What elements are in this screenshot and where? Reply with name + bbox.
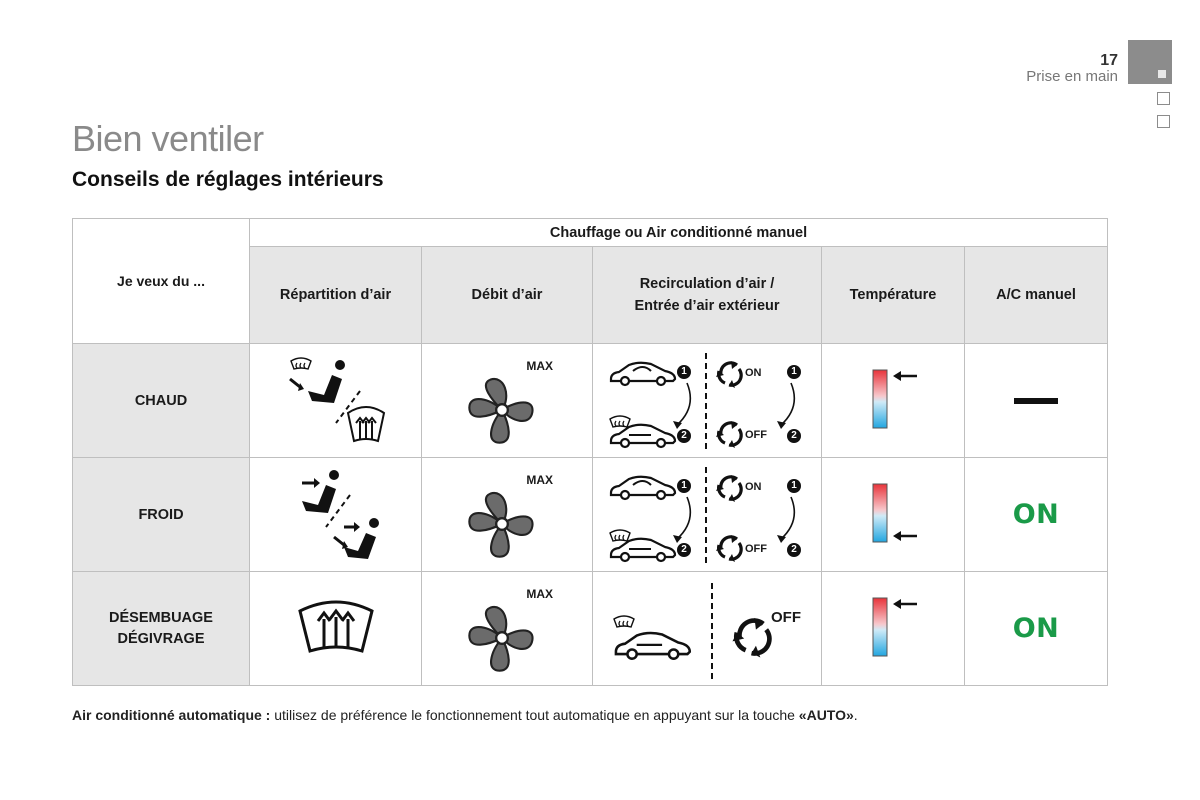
air-distribution-cell — [250, 344, 422, 458]
row-label-line1: DÉSEMBUAGE — [109, 609, 213, 626]
air-distribution-feet-windshield-icon — [276, 351, 396, 451]
row-label-chaud: CHAUD — [73, 344, 250, 458]
footnote-lead: Air conditionné automatique : — [72, 707, 271, 723]
col-header-recirculation-line2: Entrée d’air extérieur — [634, 298, 780, 314]
car-outside-air-icon — [609, 537, 679, 563]
air-distribution-face-icon — [276, 465, 396, 565]
footnote-text: utilisez de préférence le fonctionnement tout automatique en appuyant sur la touche — [270, 707, 799, 723]
page-number: 17 — [1100, 52, 1118, 69]
row-label-line2: DÉGIVRAGE — [117, 630, 205, 647]
group-header: Chauffage ou Air conditionné manuel — [250, 219, 1108, 247]
chapter-tab-marker — [1158, 70, 1166, 78]
section-name: Prise en main — [1026, 68, 1118, 85]
step-2-badge: 2 — [787, 429, 801, 443]
col-header-temperature: Température — [822, 247, 965, 344]
air-flow-cell — [422, 458, 593, 572]
ventilation-table — [72, 218, 1108, 686]
fan-icon — [467, 603, 537, 673]
recirculation-cell — [593, 344, 822, 458]
step-2-badge: 2 — [677, 543, 691, 557]
ac-manual-cell — [965, 458, 1108, 572]
recirculation-cell — [593, 458, 822, 572]
step-1-badge: 1 — [787, 479, 801, 493]
col-header-air-distribution: Répartition d’air — [250, 247, 422, 344]
fan-max-label: MAX — [526, 472, 553, 487]
dashed-divider — [705, 467, 707, 563]
col-header-recirculation — [593, 247, 822, 344]
dashed-divider — [711, 583, 713, 679]
page-title: Bien ventiler — [72, 118, 264, 159]
ac-on-label: ON — [1012, 613, 1060, 644]
recirc-off-label: OFF — [745, 428, 767, 441]
step-2-badge: 2 — [787, 543, 801, 557]
air-distribution-cell — [250, 458, 422, 572]
footnote-key: «AUTO» — [798, 707, 854, 723]
recirculation-cell — [593, 572, 822, 686]
footnote-end: . — [853, 707, 858, 723]
row-label-desembuage — [73, 572, 250, 686]
air-distribution-cell — [250, 572, 422, 686]
col-header-air-flow: Débit d’air — [422, 247, 593, 344]
windshield-defrost-icon — [296, 597, 376, 661]
air-flow-cell — [422, 344, 593, 458]
chapter-tab-box — [1157, 92, 1170, 105]
recirc-off-label: OFF — [771, 608, 801, 626]
fan-max-label: MAX — [526, 358, 553, 373]
fan-max-label: MAX — [526, 586, 553, 601]
col-header-ac-manual: A/C manuel — [965, 247, 1108, 344]
recirculation-arrows-icon — [715, 419, 745, 449]
recirculation-arrows-icon — [715, 533, 745, 563]
ac-off-dash — [1014, 398, 1058, 404]
recirculation-arrows-icon — [715, 473, 745, 503]
row-header-label: Je veux du ... — [73, 219, 250, 344]
recirc-off-label: OFF — [745, 542, 767, 555]
section-subtitle: Conseils de réglages intérieurs — [72, 168, 384, 191]
chapter-tab-box — [1157, 115, 1170, 128]
ac-manual-cell — [965, 572, 1108, 686]
fan-icon — [467, 489, 537, 559]
dashed-divider — [705, 353, 707, 449]
thermometer-icon — [863, 366, 923, 436]
temperature-cell — [822, 344, 965, 458]
footnote — [72, 707, 858, 723]
defrost-icon — [613, 615, 635, 629]
car-outside-air-icon — [609, 423, 679, 449]
ac-manual-cell — [965, 344, 1108, 458]
ac-on-label: ON — [1012, 499, 1060, 530]
fan-icon — [467, 375, 537, 445]
chapter-tab-active — [1128, 40, 1172, 84]
step-1-badge: 1 — [787, 365, 801, 379]
thermometer-icon — [863, 480, 923, 550]
recirc-on-label: ON — [745, 366, 762, 379]
step-2-badge: 2 — [677, 429, 691, 443]
recirc-on-label: ON — [745, 480, 762, 493]
temperature-cell — [822, 458, 965, 572]
recirculation-arrows-icon — [715, 359, 745, 389]
air-flow-cell — [422, 572, 593, 686]
thermometer-icon — [863, 594, 923, 664]
curved-arrow-icon — [771, 381, 801, 431]
col-header-recirculation-line1: Recirculation d’air / — [639, 276, 775, 292]
step-1-badge: 1 — [677, 479, 691, 493]
row-label-froid: FROID — [73, 458, 250, 572]
car-outside-air-icon — [611, 631, 697, 661]
recirculation-arrows-icon — [731, 615, 775, 659]
temperature-cell — [822, 572, 965, 686]
curved-arrow-icon — [771, 495, 801, 545]
step-1-badge: 1 — [677, 365, 691, 379]
